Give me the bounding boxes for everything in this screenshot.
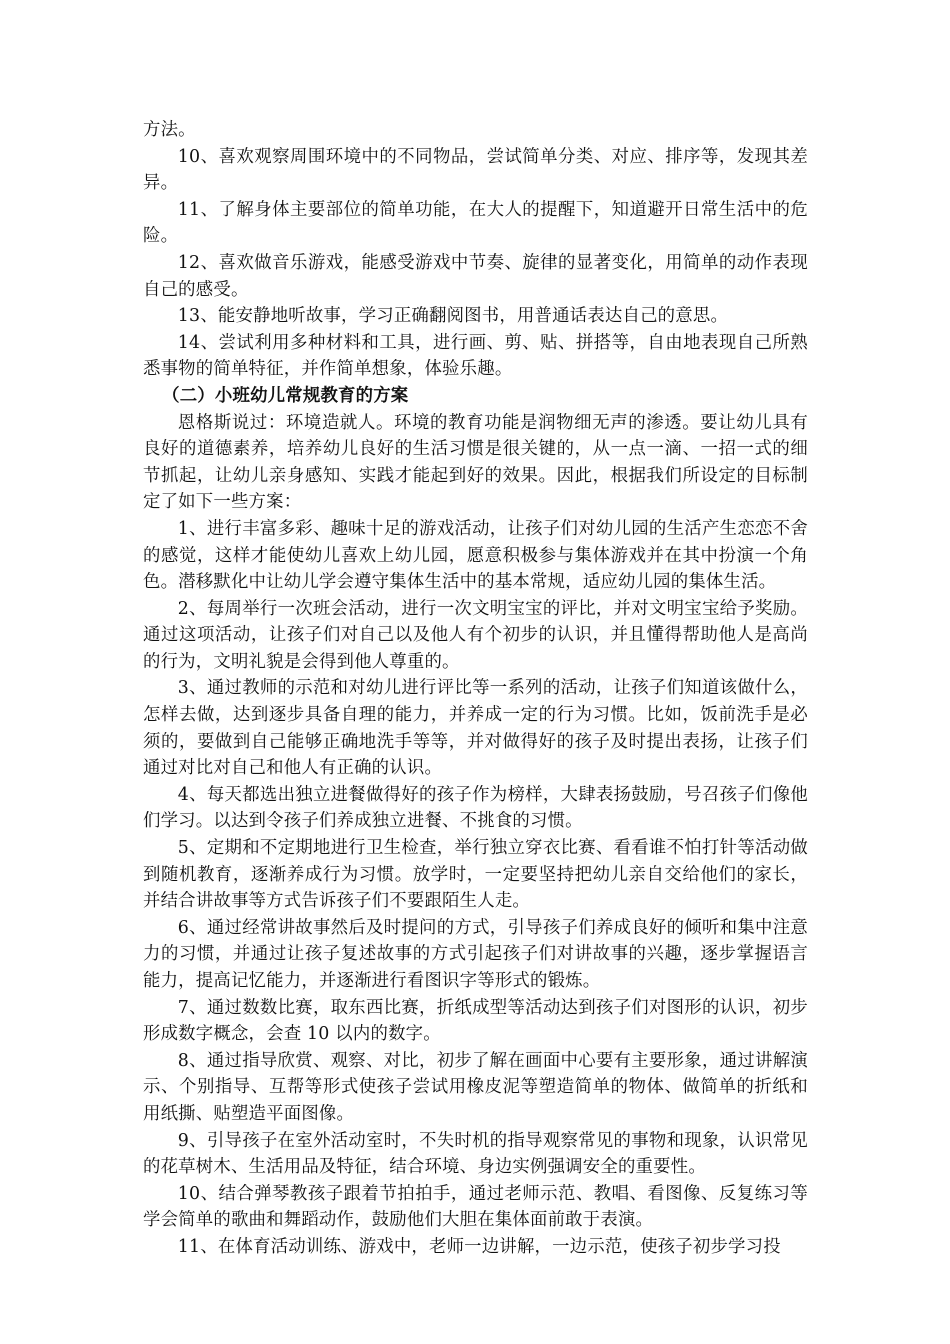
plan-item-7: 7、通过数数比赛，取东西比赛，折纸成型等活动达到孩子们对图形的认识，初步形成数字概念，会查 10 以内的数字。 [143, 997, 808, 1045]
plan-item-2: 2、每周举行一次班会活动，进行一次文明宝宝的评比，并对文明宝宝给予奖励。通过这项活动，让孩子们对自己以及他人有个初步的认识，并且懂得帮助他人是高尚的行为，文明礼貌是会得到他人尊重的。 [143, 598, 808, 672]
plan-item-4: 4、每天都选出独立进餐做得好的孩子作为榜样，大肆表扬鼓励，号召孩子们像他们学习。以达到令孩子们养成独立进餐、不挑食的习惯。 [143, 784, 808, 832]
section-intro: 恩格斯说过：环境造就人。环境的教育功能是润物细无声的渗透。要让幼儿具有良好的道德素养，培养幼儿良好的生活习惯是很关键的，从一点一滴、一招一式的细节抓起，让幼儿亲身感知、实践才能起到好的效果。因此，根据我们所设定的目标制定了如下一些方案： [143, 412, 808, 513]
plan-item-5: 5、定期和不定期地进行卫生检查，举行独立穿衣比赛、看看谁不怕打针等活动做到随机教育，逐渐养成行为习惯。放学时，一定要坚持把幼儿亲自交给他们的家长，并结合讲故事等方式告诉孩子们不要跟陌生人走。 [143, 838, 808, 912]
document-page [143, 117, 808, 1261]
plan-item-10: 10、结合弹琴教孩子跟着节拍拍手，通过老师示范、教唱、看图像、反复练习等学会简单的歌曲和舞蹈动作，鼓励他们大胆在集体面前敢于表演。 [143, 1183, 808, 1231]
goal-item-10: 10、喜欢观察周围环境中的不同物品，尝试简单分类、对应、排序等，发现其差异。 [143, 146, 808, 194]
plan-item-3: 3、通过教师的示范和对幼儿进行评比等一系列的活动，让孩子们知道该做什么，怎样去做，达到逐步具备自理的能力，并养成一定的行为习惯。比如，饭前洗手是必须的，要做到自己能够正确地洗手等等，并对做得好的孩子及时提出表扬，让孩子们通过对比对自己和他人有正确的认识。 [143, 678, 808, 779]
intro-tail-text: 方法。 [143, 120, 196, 140]
goal-item-11: 11、了解身体主要部位的简单功能，在大人的提醒下，知道避开日常生活中的危险。 [143, 199, 808, 247]
goal-item-13: 13、能安静地听故事，学习正确翻阅图书，用普通话表达自己的意思。 [177, 306, 729, 327]
goal-item-12: 12、喜欢做音乐游戏，能感受游戏中节奏、旋律的显著变化，用简单的动作表现自己的感受。 [143, 252, 808, 300]
goal-item-14: 14、尝试利用多种材料和工具，进行画、剪、贴、拼搭等，自由地表现自己所熟悉事物的简单特征，并作简单想象，体验乐趣。 [143, 332, 808, 380]
plan-item-11: 11、在体育活动训练、游戏中，老师一边讲解，一边示范，使孩子初步学习投 [177, 1236, 781, 1257]
plan-item-1: 1、进行丰富多彩、趣味十足的游戏活动，让孩子们对幼儿园的生活产生恋恋不舍的感觉，这样才能使幼儿喜欢上幼儿园，愿意积极参与集体游戏并在其中扮演一个角色。潜移默化中让幼儿学会遵守集体生活中的基本常规，适应幼儿园的集体生活。 [143, 518, 808, 593]
section-heading: （二）小班幼儿常规教育的方案 [162, 385, 409, 406]
plan-item-9: 9、引导孩子在室外活动室时，不失时机的指导观察常见的事物和现象，认识常见的花草树木、生活用品及特征，结合环境、身边实例强调安全的重要性。 [143, 1130, 808, 1178]
plan-item-6: 6、通过经常讲故事然后及时提问的方式，引导孩子们养成良好的倾听和集中注意力的习惯，并通过让孩子复述故事的方式引起孩子们对讲故事的兴趣，逐步掌握语言能力，提高记忆能力，并逐渐进行看图识字等形式的锻炼。 [143, 917, 808, 991]
plan-item-8: 8、通过指导欣赏、观察、对比，初步了解在画面中心要有主要形象，通过讲解演示、个别指导、互帮等形式使孩子尝试用橡皮泥等塑造简单的物体、做简单的折纸和用纸撕、贴塑造平面图像。 [143, 1050, 808, 1124]
